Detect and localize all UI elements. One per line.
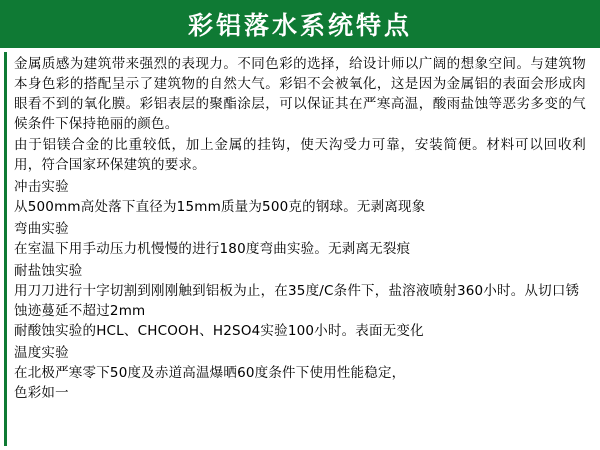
title-banner [0,0,600,48]
section-line: 耐酸蚀实验的HCL、CHCOOH、H2SO4实验100小时。表面无变化 [14,323,424,339]
body-content [0,48,600,450]
section-heading: 弯曲实验 [14,221,69,237]
paragraph-2: 由于铝镁合金的比重较低，加上金属的挂钩，使天沟受力可靠，安装简便。材料可以回收利用，符合国家环保建筑的要求。 [14,137,586,173]
section-temperature-test [14,343,586,403]
section-heading: 冲击实验 [14,179,69,195]
section-line: 从500mm高处落下直径为15mm质量为500克的钢球。无剥离现象 [14,199,426,215]
section-salt-corrosion-test [14,261,586,341]
section-heading: 温度实验 [14,345,69,361]
section-line: 在室温下用手动压力机慢慢的进行180度弯曲实验。无剥离无裂痕 [14,241,411,257]
section-impact-test [14,177,586,217]
section-bend-test [14,219,586,259]
section-line: 用刀刀进行十字切割到刚刚触到铝板为止，在35度/C条件下，盐溶液喷射360小时。从切口锈蚀迹蔓延不超过2mm [14,283,580,319]
paragraph-1: 金属质感为建筑带来强烈的表现力。不同色彩的选择，给设计师以广阔的想象空间。与建筑物本身色彩的搭配呈示了建筑物的自然大气。彩铝不会被氧化，这是因为金属铝的表面会形成肉眼看不到的氧化膜。彩铝表层的聚酯涂层，可以保证其在严寒高温，酸雨盐蚀等恶劣多变的气候条件下保持艳丽的颜色。 [14,56,586,132]
page-title: 彩铝落水系统特点 [187,11,412,40]
section-line: 在北极严寒零下50度及赤道高温爆晒60度条件下使用性能稳定， [14,365,406,381]
section-line: 色彩如一 [14,385,69,401]
section-heading: 耐盐蚀实验 [14,263,83,279]
